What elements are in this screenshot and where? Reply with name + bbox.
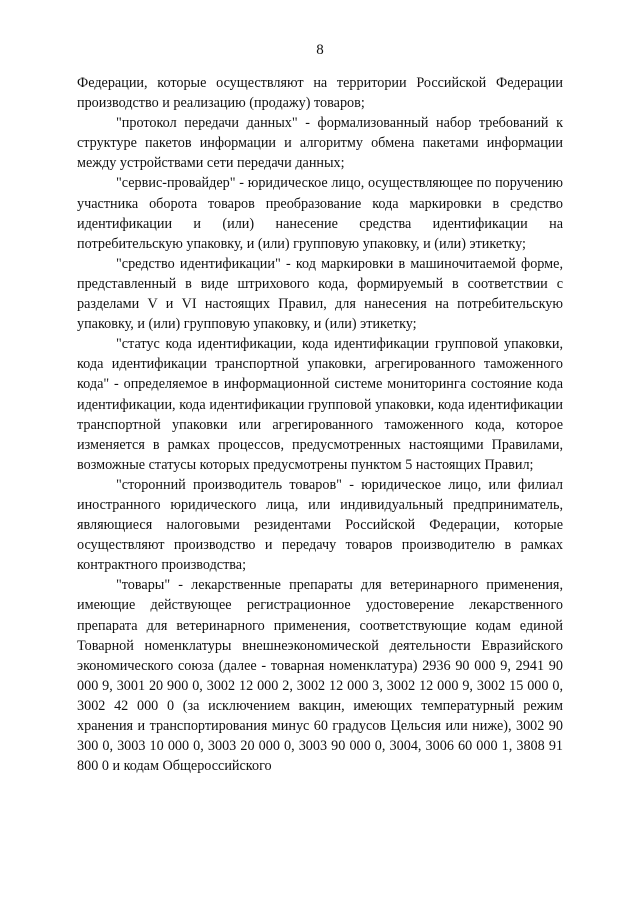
paragraph-definition-service-provider: "сервис-провайдер" - юридическое лицо, осуществляющее по поручению участника оборота товаров преобразование кода маркировки в средство идентификации и (или) нанесение средства идентификации на потребительскую упаковку, и (или) групповую упаковку, и (или) этикетку;	[77, 175, 563, 252]
paragraph-continuation: Федерации, которые осуществляют на территории Российской Федерации производство и реализацию (продажу) товаров;	[77, 75, 563, 112]
paragraph-definition-data-protocol: "протокол передачи данных" - формализованный набор требований к структуре пакетов информации и алгоритму обмена пакетами информации между устройствами сети передачи данных;	[77, 115, 563, 172]
page-number: 8	[316, 42, 324, 58]
paragraph-definition-identification-means: "средство идентификации" - код маркировки в машиночитаемой форме, представленный в виде штрихового кода, формируемый в соответствии с разделами V и VI настоящих Правил, для нанесения на потребительскую упаковку, и (или) групповую упаковку, и (или) этикетку;	[77, 255, 563, 333]
paragraph-definition-code-status: "статус кода идентификации, кода идентификации групповой упаковки, кода идентификации транспортной упаковки, агрегированного таможенного кода" - определяемое в информационной системе мониторинга состояние кода идентификации, кода идентификации групповой упаковки, кода идентификации транспортной упаковки или агрегированного таможенного кода, которое изменяется в рамках процессов, предусмотренных настоящими Правилами, возможные статусы которых предусмотрены пунктом 5 настоящих Правил;	[77, 336, 563, 473]
document-body	[77, 73, 563, 776]
paragraph-definition-goods: "товары" - лекарственные препараты для ветеринарного применения, имеющие действующее регистрационное удостоверение лекарственного препарата для ветеринарного применения, соответствующие кодам единой Товарной номенклатуры внешнеэкономической деятельности Евразийского экономического союза (далее - товарная номенклатура) 2936 90 000 9, 2941 90 000 9, 3001 20 900 0, 3002 12 000 2, 3002 12 000 3, 3002 12 000 9, 3002 15 000 0, 3002 42 000 0 (за исключением вакцин, имеющих температурный режим хранения и транспортирования минус 60 градусов Цельсия или ниже), 3002 90 300 0, 3003 10 000 0, 3003 20 000 0, 3003 90 000 0, 3004, 3006 60 000 1, 3808 91 800 0 и кодам Общероссийского	[77, 577, 563, 775]
paragraph-definition-third-party-producer: "сторонний производитель товаров" - юридическое лицо, или филиал иностранного юридического лица, или индивидуальный предприниматель, являющиеся налоговыми резидентами Российской Федерации, которые осуществляют производство и передачу товаров производителю в рамках контрактного производства;	[77, 476, 563, 574]
